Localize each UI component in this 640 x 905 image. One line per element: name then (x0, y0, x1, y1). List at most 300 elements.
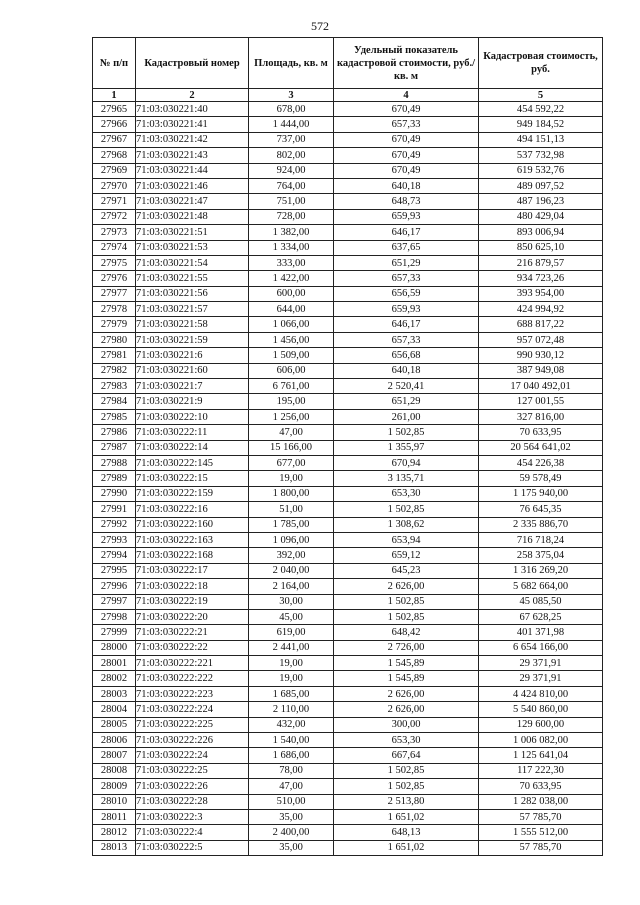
unit-value-cell: 659,93 (334, 302, 479, 317)
unit-value-cell: 667,64 (334, 748, 479, 763)
cadastral-number-cell: 71:03:030221:55 (136, 271, 249, 286)
row-index-cell: 28009 (93, 779, 136, 794)
column-number: 3 (249, 89, 334, 102)
cadastral-number-cell: 71:03:030222:15 (136, 471, 249, 486)
row-index-cell: 27995 (93, 563, 136, 578)
header-cadastral-value: Кадастровая стоимость, руб. (479, 38, 603, 89)
cadastral-number-cell: 71:03:030222:25 (136, 763, 249, 778)
table-row (93, 302, 603, 317)
cadastral-value-cell: 387 949,08 (479, 363, 603, 378)
area-cell: 45,00 (249, 609, 334, 624)
row-index-cell: 27969 (93, 163, 136, 178)
cadastral-number-cell: 71:03:030221:6 (136, 348, 249, 363)
table-row (93, 163, 603, 178)
area-cell: 47,00 (249, 425, 334, 440)
column-number: 5 (479, 89, 603, 102)
cadastral-value-cell: 2 335 886,70 (479, 517, 603, 532)
row-index-cell: 28007 (93, 748, 136, 763)
table-row (93, 255, 603, 270)
area-cell: 1 685,00 (249, 686, 334, 701)
table-row (93, 779, 603, 794)
cadastral-number-cell: 71:03:030222:22 (136, 640, 249, 655)
unit-value-cell: 646,17 (334, 225, 479, 240)
area-cell: 19,00 (249, 471, 334, 486)
table-row (93, 240, 603, 255)
table-row (93, 656, 603, 671)
table-row (93, 702, 603, 717)
cadastral-value-cell: 494 151,13 (479, 132, 603, 147)
cadastral-value-cell: 393 954,00 (479, 286, 603, 301)
cadastral-number-cell: 71:03:030222:11 (136, 425, 249, 440)
cadastral-value-cell: 1 555 512,00 (479, 825, 603, 840)
table-row (93, 748, 603, 763)
cadastral-value-cell: 117 222,30 (479, 763, 603, 778)
area-cell: 19,00 (249, 656, 334, 671)
cadastral-number-cell: 71:03:030222:222 (136, 671, 249, 686)
cadastral-value-cell: 258 375,04 (479, 548, 603, 563)
page-number: 572 (311, 19, 329, 33)
area-cell: 51,00 (249, 502, 334, 517)
unit-value-cell: 646,17 (334, 317, 479, 332)
cadastral-value-cell: 487 196,23 (479, 194, 603, 209)
unit-value-cell: 1 545,89 (334, 671, 479, 686)
area-cell: 677,00 (249, 455, 334, 470)
row-index-cell: 27982 (93, 363, 136, 378)
area-cell: 728,00 (249, 209, 334, 224)
row-index-cell: 27980 (93, 332, 136, 347)
cadastral-number-cell: 71:03:030222:224 (136, 702, 249, 717)
cadastral-number-cell: 71:03:030222:21 (136, 625, 249, 640)
cadastral-value-cell: 17 040 492,01 (479, 379, 603, 394)
unit-value-cell: 2 626,00 (334, 686, 479, 701)
unit-value-cell: 2 513,80 (334, 794, 479, 809)
unit-value-cell: 1 502,85 (334, 425, 479, 440)
row-index-cell: 28003 (93, 686, 136, 701)
cadastral-number-cell: 71:03:030221:47 (136, 194, 249, 209)
cadastral-number-cell: 71:03:030221:56 (136, 286, 249, 301)
table-row (93, 317, 603, 332)
cadastral-value-cell: 619 532,76 (479, 163, 603, 178)
cadastral-number-cell: 71:03:030221:40 (136, 102, 249, 117)
area-cell: 802,00 (249, 148, 334, 163)
unit-value-cell: 653,94 (334, 532, 479, 547)
area-cell: 600,00 (249, 286, 334, 301)
cadastral-value-cell: 67 628,25 (479, 609, 603, 624)
table-row (93, 563, 603, 578)
unit-value-cell: 670,49 (334, 163, 479, 178)
table-row (93, 209, 603, 224)
row-index-cell: 27983 (93, 379, 136, 394)
unit-value-cell: 670,49 (334, 132, 479, 147)
area-cell: 78,00 (249, 763, 334, 778)
column-number-row (93, 89, 603, 102)
row-index-cell: 27981 (93, 348, 136, 363)
table-row (93, 548, 603, 563)
area-cell: 35,00 (249, 809, 334, 824)
row-index-cell: 27970 (93, 178, 136, 193)
table-row (93, 394, 603, 409)
table-row (93, 148, 603, 163)
unit-value-cell: 637,65 (334, 240, 479, 255)
cadastral-number-cell: 71:03:030221:59 (136, 332, 249, 347)
area-cell: 19,00 (249, 671, 334, 686)
area-cell: 1 456,00 (249, 332, 334, 347)
cadastral-number-cell: 71:03:030222:18 (136, 579, 249, 594)
area-cell: 195,00 (249, 394, 334, 409)
area-cell: 644,00 (249, 302, 334, 317)
area-cell: 30,00 (249, 594, 334, 609)
row-index-cell: 27994 (93, 548, 136, 563)
cadastral-number-cell: 71:03:030221:41 (136, 117, 249, 132)
cadastral-value-cell: 6 654 166,00 (479, 640, 603, 655)
unit-value-cell: 645,23 (334, 563, 479, 578)
table-body (93, 102, 603, 856)
row-index-cell: 27987 (93, 440, 136, 455)
table-row (93, 363, 603, 378)
unit-value-cell: 1 502,85 (334, 594, 479, 609)
unit-value-cell: 1 502,85 (334, 763, 479, 778)
cadastral-value-cell: 990 930,12 (479, 348, 603, 363)
row-index-cell: 28004 (93, 702, 136, 717)
table-row (93, 271, 603, 286)
cadastral-number-cell: 71:03:030221:51 (136, 225, 249, 240)
area-cell: 47,00 (249, 779, 334, 794)
cadastral-value-cell: 480 429,04 (479, 209, 603, 224)
area-cell: 2 441,00 (249, 640, 334, 655)
unit-value-cell: 651,29 (334, 394, 479, 409)
cadastral-value-cell: 29 371,91 (479, 656, 603, 671)
cadastral-number-cell: 71:03:030221:46 (136, 178, 249, 193)
unit-value-cell: 261,00 (334, 409, 479, 424)
table-row (93, 178, 603, 193)
table-row (93, 640, 603, 655)
row-index-cell: 28011 (93, 809, 136, 824)
unit-value-cell: 640,18 (334, 363, 479, 378)
area-cell: 1 422,00 (249, 271, 334, 286)
unit-value-cell: 656,59 (334, 286, 479, 301)
area-cell: 1 256,00 (249, 409, 334, 424)
area-cell: 35,00 (249, 840, 334, 855)
cadastral-number-cell: 71:03:030222:168 (136, 548, 249, 563)
table-row (93, 532, 603, 547)
area-cell: 2 040,00 (249, 563, 334, 578)
area-cell: 1 444,00 (249, 117, 334, 132)
row-index-cell: 27968 (93, 148, 136, 163)
header-cadastral-number: Кадастровый номер (136, 38, 249, 89)
table-row (93, 471, 603, 486)
unit-value-cell: 648,42 (334, 625, 479, 640)
row-index-cell: 27984 (93, 394, 136, 409)
row-index-cell: 27976 (93, 271, 136, 286)
unit-value-cell: 651,29 (334, 255, 479, 270)
row-index-cell: 27992 (93, 517, 136, 532)
row-index-cell: 27971 (93, 194, 136, 209)
cadastral-table (92, 37, 603, 856)
cadastral-value-cell: 327 816,00 (479, 409, 603, 424)
area-cell: 1 686,00 (249, 748, 334, 763)
area-cell: 1 540,00 (249, 733, 334, 748)
cadastral-value-cell: 76 645,35 (479, 502, 603, 517)
cadastral-value-cell: 949 184,52 (479, 117, 603, 132)
cadastral-value-cell: 20 564 641,02 (479, 440, 603, 455)
unit-value-cell: 657,33 (334, 271, 479, 286)
row-index-cell: 27991 (93, 502, 136, 517)
cadastral-number-cell: 71:03:030222:19 (136, 594, 249, 609)
cadastral-value-cell: 454 226,38 (479, 455, 603, 470)
cadastral-value-cell: 70 633,95 (479, 779, 603, 794)
row-index-cell: 27993 (93, 532, 136, 547)
row-index-cell: 27999 (93, 625, 136, 640)
area-cell: 1 800,00 (249, 486, 334, 501)
row-index-cell: 27986 (93, 425, 136, 440)
unit-value-cell: 1 545,89 (334, 656, 479, 671)
row-index-cell: 28006 (93, 733, 136, 748)
area-cell: 2 110,00 (249, 702, 334, 717)
row-index-cell: 28001 (93, 656, 136, 671)
area-cell: 1 785,00 (249, 517, 334, 532)
row-index-cell: 28005 (93, 717, 136, 732)
table-row (93, 425, 603, 440)
unit-value-cell: 2 626,00 (334, 702, 479, 717)
row-index-cell: 27973 (93, 225, 136, 240)
row-index-cell: 27972 (93, 209, 136, 224)
area-cell: 15 166,00 (249, 440, 334, 455)
row-index-cell: 27996 (93, 579, 136, 594)
cadastral-value-cell: 5 682 664,00 (479, 579, 603, 594)
row-index-cell: 28002 (93, 671, 136, 686)
cadastral-number-cell: 71:03:030222:16 (136, 502, 249, 517)
table-row (93, 794, 603, 809)
area-cell: 510,00 (249, 794, 334, 809)
row-index-cell: 27979 (93, 317, 136, 332)
table-row (93, 102, 603, 117)
unit-value-cell: 670,49 (334, 102, 479, 117)
table-row (93, 379, 603, 394)
cadastral-number-cell: 71:03:030222:4 (136, 825, 249, 840)
cadastral-number-cell: 71:03:030221:54 (136, 255, 249, 270)
header-unit-value: Удельный показатель кадастровой стоимости, руб./кв. м (334, 38, 479, 89)
row-index-cell: 27966 (93, 117, 136, 132)
table-row (93, 132, 603, 147)
area-cell: 2 164,00 (249, 579, 334, 594)
area-cell: 2 400,00 (249, 825, 334, 840)
unit-value-cell: 1 502,85 (334, 502, 479, 517)
cadastral-number-cell: 71:03:030222:5 (136, 840, 249, 855)
cadastral-value-cell: 127 001,55 (479, 394, 603, 409)
table-row (93, 409, 603, 424)
table-row (93, 348, 603, 363)
unit-value-cell: 656,68 (334, 348, 479, 363)
cadastral-number-cell: 71:03:030221:60 (136, 363, 249, 378)
row-index-cell: 27998 (93, 609, 136, 624)
cadastral-value-cell: 1 125 641,04 (479, 748, 603, 763)
cadastral-number-cell: 71:03:030222:20 (136, 609, 249, 624)
table-row (93, 609, 603, 624)
area-cell: 333,00 (249, 255, 334, 270)
table-row (93, 486, 603, 501)
unit-value-cell: 657,33 (334, 117, 479, 132)
table-row (93, 455, 603, 470)
unit-value-cell: 2 520,41 (334, 379, 479, 394)
unit-value-cell: 1 651,02 (334, 840, 479, 855)
cadastral-value-cell: 716 718,24 (479, 532, 603, 547)
table-row (93, 440, 603, 455)
row-index-cell: 27977 (93, 286, 136, 301)
area-cell: 764,00 (249, 178, 334, 193)
row-index-cell: 27988 (93, 455, 136, 470)
cadastral-number-cell: 71:03:030221:53 (136, 240, 249, 255)
cadastral-value-cell: 70 633,95 (479, 425, 603, 440)
cadastral-value-cell: 4 424 810,00 (479, 686, 603, 701)
header-index: № п/п (93, 38, 136, 89)
cadastral-number-cell: 71:03:030222:221 (136, 656, 249, 671)
cadastral-number-cell: 71:03:030222:28 (136, 794, 249, 809)
row-index-cell: 27978 (93, 302, 136, 317)
row-index-cell: 28013 (93, 840, 136, 855)
unit-value-cell: 653,30 (334, 486, 479, 501)
area-cell: 392,00 (249, 548, 334, 563)
unit-value-cell: 653,30 (334, 733, 479, 748)
cadastral-number-cell: 71:03:030221:42 (136, 132, 249, 147)
table-row (93, 763, 603, 778)
row-index-cell: 28000 (93, 640, 136, 655)
table-row (93, 225, 603, 240)
cadastral-number-cell: 71:03:030222:145 (136, 455, 249, 470)
area-cell: 1 066,00 (249, 317, 334, 332)
cadastral-number-cell: 71:03:030222:24 (136, 748, 249, 763)
unit-value-cell: 659,93 (334, 209, 479, 224)
unit-value-cell: 640,18 (334, 178, 479, 193)
area-cell: 737,00 (249, 132, 334, 147)
cadastral-value-cell: 45 085,50 (479, 594, 603, 609)
table-row (93, 332, 603, 347)
table-row (93, 194, 603, 209)
cadastral-number-cell: 71:03:030222:159 (136, 486, 249, 501)
cadastral-number-cell: 71:03:030221:43 (136, 148, 249, 163)
area-cell: 619,00 (249, 625, 334, 640)
unit-value-cell: 648,13 (334, 825, 479, 840)
unit-value-cell: 659,12 (334, 548, 479, 563)
area-cell: 432,00 (249, 717, 334, 732)
table-row (93, 671, 603, 686)
area-cell: 6 761,00 (249, 379, 334, 394)
cadastral-number-cell: 71:03:030222:223 (136, 686, 249, 701)
row-index-cell: 27974 (93, 240, 136, 255)
unit-value-cell: 1 355,97 (334, 440, 479, 455)
area-cell: 751,00 (249, 194, 334, 209)
table-row (93, 733, 603, 748)
table-row (93, 579, 603, 594)
area-cell: 1 334,00 (249, 240, 334, 255)
row-index-cell: 27967 (93, 132, 136, 147)
cadastral-number-cell: 71:03:030222:226 (136, 733, 249, 748)
unit-value-cell: 1 308,62 (334, 517, 479, 532)
unit-value-cell: 1 651,02 (334, 809, 479, 824)
area-cell: 924,00 (249, 163, 334, 178)
cadastral-value-cell: 29 371,91 (479, 671, 603, 686)
cadastral-number-cell: 71:03:030221:7 (136, 379, 249, 394)
row-index-cell: 27985 (93, 409, 136, 424)
cadastral-value-cell: 129 600,00 (479, 717, 603, 732)
table-row (93, 625, 603, 640)
row-index-cell: 27989 (93, 471, 136, 486)
cadastral-number-cell: 71:03:030221:57 (136, 302, 249, 317)
cadastral-value-cell: 454 592,22 (479, 102, 603, 117)
cadastral-value-cell: 59 578,49 (479, 471, 603, 486)
cadastral-number-cell: 71:03:030221:58 (136, 317, 249, 332)
cadastral-number-cell: 71:03:030222:26 (136, 779, 249, 794)
unit-value-cell: 2 626,00 (334, 579, 479, 594)
row-index-cell: 27975 (93, 255, 136, 270)
table-row (93, 517, 603, 532)
unit-value-cell: 670,49 (334, 148, 479, 163)
header-row (93, 38, 603, 89)
cadastral-value-cell: 850 625,10 (479, 240, 603, 255)
table-row (93, 502, 603, 517)
area-cell: 1 096,00 (249, 532, 334, 547)
row-index-cell: 28008 (93, 763, 136, 778)
cadastral-value-cell: 489 097,52 (479, 178, 603, 193)
unit-value-cell: 3 135,71 (334, 471, 479, 486)
cadastral-value-cell: 401 371,98 (479, 625, 603, 640)
cadastral-number-cell: 71:03:030221:44 (136, 163, 249, 178)
unit-value-cell: 300,00 (334, 717, 479, 732)
cadastral-number-cell: 71:03:030222:3 (136, 809, 249, 824)
cadastral-number-cell: 71:03:030222:225 (136, 717, 249, 732)
column-number: 2 (136, 89, 249, 102)
unit-value-cell: 657,33 (334, 332, 479, 347)
table-row (93, 717, 603, 732)
table-row (93, 286, 603, 301)
cadastral-value-cell: 537 732,98 (479, 148, 603, 163)
cadastral-value-cell: 1 175 940,00 (479, 486, 603, 501)
cadastral-value-cell: 688 817,22 (479, 317, 603, 332)
area-cell: 1 382,00 (249, 225, 334, 240)
unit-value-cell: 2 726,00 (334, 640, 479, 655)
row-index-cell: 27965 (93, 102, 136, 117)
area-cell: 606,00 (249, 363, 334, 378)
table-row (93, 825, 603, 840)
table-row (93, 117, 603, 132)
table-row (93, 594, 603, 609)
cadastral-value-cell: 57 785,70 (479, 840, 603, 855)
unit-value-cell: 1 502,85 (334, 779, 479, 794)
cadastral-number-cell: 71:03:030222:163 (136, 532, 249, 547)
cadastral-value-cell: 957 072,48 (479, 332, 603, 347)
row-index-cell: 27997 (93, 594, 136, 609)
area-cell: 1 509,00 (249, 348, 334, 363)
unit-value-cell: 648,73 (334, 194, 479, 209)
row-index-cell: 28012 (93, 825, 136, 840)
header-area: Площадь, кв. м (249, 38, 334, 89)
row-index-cell: 27990 (93, 486, 136, 501)
cadastral-number-cell: 71:03:030221:9 (136, 394, 249, 409)
cadastral-value-cell: 934 723,26 (479, 271, 603, 286)
column-number: 1 (93, 89, 136, 102)
unit-value-cell: 1 502,85 (334, 609, 479, 624)
cadastral-number-cell: 71:03:030222:160 (136, 517, 249, 532)
column-number: 4 (334, 89, 479, 102)
unit-value-cell: 670,94 (334, 455, 479, 470)
cadastral-value-cell: 424 994,92 (479, 302, 603, 317)
cadastral-number-cell: 71:03:030222:14 (136, 440, 249, 455)
cadastral-value-cell: 1 006 082,00 (479, 733, 603, 748)
cadastral-value-cell: 5 540 860,00 (479, 702, 603, 717)
cadastral-number-cell: 71:03:030222:10 (136, 409, 249, 424)
cadastral-number-cell: 71:03:030222:17 (136, 563, 249, 578)
cadastral-value-cell: 1 282 038,00 (479, 794, 603, 809)
area-cell: 678,00 (249, 102, 334, 117)
